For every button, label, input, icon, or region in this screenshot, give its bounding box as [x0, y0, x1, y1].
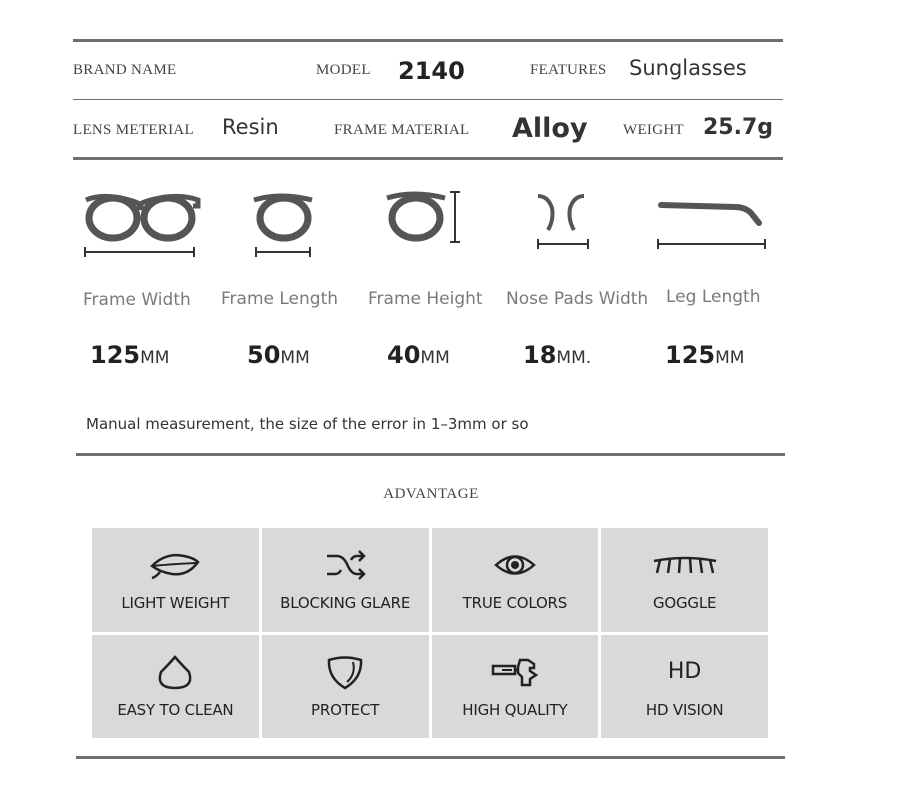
shield-icon — [325, 654, 365, 690]
hd-icon: HD — [667, 659, 702, 684]
spec-bottom-rule — [73, 157, 783, 160]
measurement-label-frame-height: Frame Height — [368, 289, 483, 309]
measurement-label-frame-width: Frame Width — [83, 290, 191, 310]
frame-length-icon — [250, 188, 320, 263]
advantage-label: BLOCKING GLARE — [280, 594, 411, 612]
advantage-bottom-rule — [76, 756, 785, 759]
lens-material-value: Resin — [222, 115, 279, 139]
advantage-blocking-glare — [262, 528, 429, 632]
nose-pads-icon — [532, 190, 596, 255]
advantage-light-weight — [92, 528, 259, 632]
hammer-icon — [490, 655, 540, 689]
advantage-label: EASY TO CLEAN — [117, 700, 234, 719]
lens-material-label: LENS METERIAL — [73, 122, 194, 138]
advantage-hd-vision — [601, 635, 768, 739]
advantage-label: TRUE COLORS — [462, 594, 568, 612]
model-value: 2140 — [398, 57, 465, 85]
leg-length-icon — [655, 195, 770, 255]
brand-name-label: BRAND NAME — [73, 62, 177, 78]
leaf-icon — [148, 550, 202, 580]
frame-material-value: Alloy — [512, 113, 588, 144]
top-rule — [73, 39, 783, 42]
frame-height-icon — [383, 186, 463, 251]
spec-divider — [73, 99, 783, 100]
eye-icon — [493, 550, 537, 580]
measurement-value-nose-pads-width: 18MM. — [523, 341, 592, 369]
advantage-label: LIGHT WEIGHT — [121, 594, 230, 612]
advantage-protect — [262, 635, 429, 739]
frame-width-icon — [80, 188, 205, 263]
advantage-true-colors — [432, 528, 599, 632]
measurement-note: Manual measurement, the size of the error in 1–3mm or so — [86, 415, 529, 433]
measurement-bottom-rule — [76, 453, 785, 456]
model-label: MODEL — [316, 62, 371, 78]
measurement-label-leg-length: Leg Length — [666, 287, 761, 307]
droplet-icon — [155, 654, 195, 690]
advantage-label: HD VISION — [645, 700, 724, 719]
advantage-grid — [92, 528, 768, 738]
features-value: Sunglasses — [629, 56, 747, 80]
measurement-value-frame-width: 125MM — [90, 341, 170, 369]
measurement-value-frame-height: 40MM — [387, 341, 450, 369]
measurement-value-frame-length: 50MM — [247, 341, 310, 369]
advantage-goggle — [601, 528, 768, 632]
measurement-value-leg-length: 125MM — [665, 341, 745, 369]
advantage-label: GOGGLE — [652, 594, 717, 612]
measurement-label-frame-length: Frame Length — [221, 289, 339, 309]
advantage-easy-to-clean — [92, 635, 259, 739]
weight-label: WEIGHT — [623, 122, 684, 138]
measurement-label-nose-pads-width: Nose Pads Width — [506, 289, 649, 309]
advantage-high-quality — [432, 635, 599, 739]
advantage-label: HIGH QUALITY — [462, 700, 568, 719]
advantage-title: ADVANTAGE — [383, 486, 479, 502]
shuffle-arrows-icon — [323, 548, 367, 582]
frame-material-label: FRAME MATERIAL — [334, 122, 470, 138]
weight-value: 25.7g — [703, 115, 774, 140]
eyelash-icon — [650, 551, 720, 579]
features-label: FEATURES — [530, 62, 607, 78]
advantage-label: PROTECT — [311, 700, 380, 719]
